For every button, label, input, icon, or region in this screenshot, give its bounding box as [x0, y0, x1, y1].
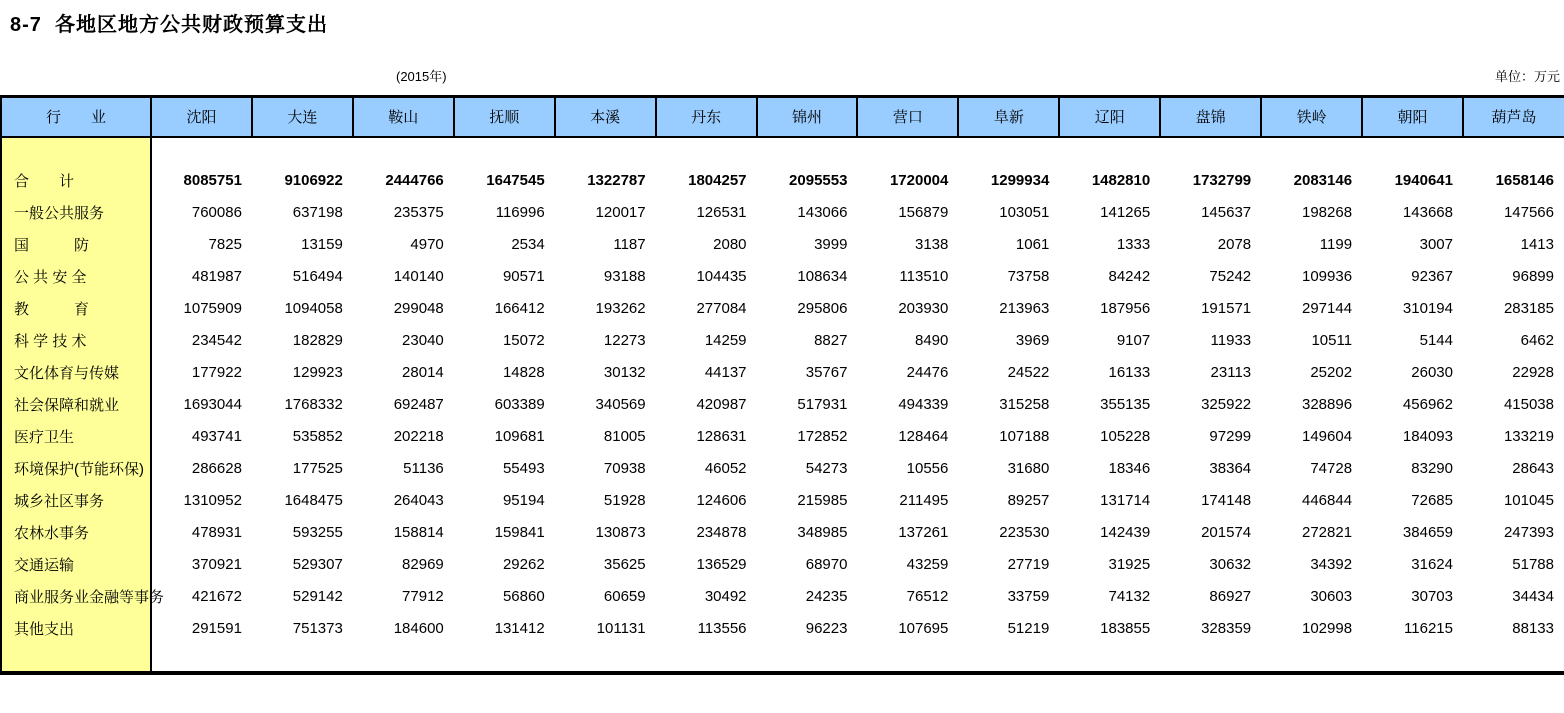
spacer-cell — [151, 645, 1564, 673]
row-label: 文化体育与传媒 — [1, 357, 151, 389]
table-row — [1, 517, 1564, 549]
cell-value: 328359 — [1201, 620, 1252, 637]
table-row — [1, 357, 1564, 389]
page-title: 8-7 各地区地方公共财政预算支出 — [10, 14, 329, 36]
row-label-spacer — [1, 137, 151, 165]
cell-value: 299048 — [393, 300, 444, 317]
cell-value: 107188 — [999, 428, 1050, 445]
cell-value: 101045 — [1503, 492, 1554, 509]
cell-value: 131714 — [1100, 492, 1151, 509]
cell-value: 51136 — [403, 460, 444, 477]
cell-value: 1804257 — [688, 172, 747, 189]
cell-value: 2095553 — [789, 172, 848, 189]
cell-value: 184093 — [1402, 428, 1453, 445]
cell-value: 56860 — [502, 588, 545, 605]
cell-value: 145637 — [1201, 204, 1252, 221]
row-label: 合 计 — [1, 165, 151, 197]
cell-value: 421672 — [191, 588, 242, 605]
column-header-city: 营口 — [857, 97, 958, 137]
cell-value: 1299934 — [990, 172, 1050, 189]
cell-value: 9107 — [1116, 332, 1151, 349]
cell-value: 1333 — [1116, 236, 1151, 253]
cell-value: 1647545 — [486, 172, 545, 189]
cell-value: 51219 — [1007, 620, 1050, 637]
cell-value: 74728 — [1310, 460, 1353, 477]
cell-value: 158814 — [393, 524, 444, 541]
table-row — [1, 581, 1564, 613]
cell-value: 90571 — [502, 268, 545, 285]
cell-value: 1658146 — [1495, 172, 1554, 189]
cell-value: 481987 — [191, 268, 242, 285]
cell-value: 116996 — [495, 204, 545, 221]
cell-value: 96899 — [1512, 268, 1554, 285]
cell-value: 18346 — [1108, 460, 1151, 477]
cell-value: 340569 — [595, 396, 646, 413]
cell-value: 128631 — [696, 428, 747, 445]
cell-value: 355135 — [1100, 396, 1151, 413]
cell-value: 77912 — [402, 588, 444, 605]
cell-value: 223530 — [999, 524, 1050, 541]
row-label: 农林水事务 — [1, 517, 151, 549]
cell-value: 34434 — [1512, 588, 1554, 605]
cell-value: 13159 — [301, 236, 343, 253]
cell-value: 174148 — [1201, 492, 1252, 509]
cell-value: 184600 — [393, 620, 444, 637]
cell-value: 133219 — [1503, 428, 1554, 445]
cell-value: 30603 — [1310, 588, 1353, 605]
cell-value: 272821 — [1302, 524, 1353, 541]
cell-value: 193262 — [595, 300, 646, 317]
column-header-city: 阜新 — [958, 97, 1059, 137]
cell-value: 93188 — [603, 268, 646, 285]
table-row — [1, 165, 1564, 197]
cell-value: 24522 — [1007, 364, 1050, 381]
cell-value: 142439 — [1100, 524, 1151, 541]
column-header-city: 鞍山 — [353, 97, 454, 137]
cell-value: 203930 — [898, 300, 949, 317]
cell-value: 516494 — [292, 268, 343, 285]
column-header-city: 辽阳 — [1059, 97, 1160, 137]
cell-value: 8085751 — [183, 172, 242, 189]
cell-value: 191571 — [1201, 300, 1252, 317]
cell-value: 3007 — [1419, 236, 1453, 253]
cell-value: 29262 — [502, 556, 545, 573]
table-row — [1, 421, 1564, 453]
cell-value: 286628 — [191, 460, 242, 477]
cell-value: 446844 — [1302, 492, 1353, 509]
cell-value: 1187 — [613, 236, 646, 253]
cell-value: 89257 — [1007, 492, 1050, 509]
cell-value: 25202 — [1310, 364, 1353, 381]
cell-value: 137261 — [898, 524, 949, 541]
cell-value: 297144 — [1302, 300, 1353, 317]
cell-value: 2080 — [713, 236, 747, 253]
cell-value: 760086 — [191, 204, 242, 221]
cell-value: 143668 — [1402, 204, 1453, 221]
row-label: 其他支出 — [1, 613, 151, 645]
row-label: 交通运输 — [1, 549, 151, 581]
cell-value: 84242 — [1108, 268, 1151, 285]
cell-value: 131412 — [494, 620, 545, 637]
cell-value: 11933 — [1210, 332, 1252, 349]
column-header-city: 沈阳 — [151, 97, 252, 137]
corner-header-industry: 行 业 — [1, 97, 151, 137]
cell-value: 2083146 — [1293, 172, 1353, 189]
cell-value: 7825 — [208, 236, 242, 253]
cell-value: 113556 — [697, 620, 747, 637]
cell-value: 95194 — [502, 492, 545, 509]
cell-value: 130873 — [595, 524, 646, 541]
cell-value: 24476 — [906, 364, 949, 381]
cell-value: 3138 — [915, 236, 949, 253]
cell-value: 1094058 — [284, 300, 343, 317]
cell-value: 211495 — [899, 492, 949, 509]
cell-value: 325922 — [1201, 396, 1252, 413]
cell-value: 370921 — [191, 556, 242, 573]
cell-value: 76512 — [906, 588, 949, 605]
cell-value: 198268 — [1302, 204, 1353, 221]
table-row — [1, 293, 1564, 325]
cell-value: 478931 — [191, 524, 242, 541]
cell-value: 54273 — [805, 460, 848, 477]
spacer-row — [1, 137, 1564, 165]
row-label: 环境保护(节能环保) — [1, 453, 151, 485]
cell-value: 33759 — [1007, 588, 1050, 605]
cell-value: 529142 — [292, 588, 343, 605]
cell-value: 44137 — [704, 364, 747, 381]
cell-value: 75242 — [1209, 268, 1252, 285]
row-label: 商业服务业金融等事务 — [1, 581, 151, 613]
cell-value: 1768332 — [284, 396, 343, 413]
row-label: 一般公共服务 — [1, 197, 151, 229]
cell-value: 10556 — [906, 460, 949, 477]
cell-value: 83290 — [1411, 460, 1453, 477]
cell-value: 348985 — [797, 524, 848, 541]
cell-value: 30703 — [1411, 588, 1453, 605]
header-row — [1, 97, 1564, 137]
cell-value: 384659 — [1402, 524, 1453, 541]
cell-value: 96223 — [805, 620, 848, 637]
cell-value: 107695 — [898, 620, 949, 637]
cell-value: 9106922 — [284, 172, 343, 189]
cell-value: 215985 — [797, 492, 848, 509]
cell-value: 183855 — [1100, 620, 1151, 637]
cell-value: 126531 — [696, 204, 747, 221]
cell-value: 1648475 — [284, 492, 343, 509]
cell-value: 1720004 — [889, 172, 949, 189]
cell-value: 103051 — [999, 204, 1050, 221]
table-row — [1, 229, 1564, 261]
cell-value: 172852 — [797, 428, 848, 445]
cell-value: 1413 — [1520, 236, 1554, 253]
cell-value: 12273 — [603, 332, 646, 349]
cell-value: 27719 — [1007, 556, 1050, 573]
row-label: 国 防 — [1, 229, 151, 261]
cell-value: 1940641 — [1394, 172, 1453, 189]
cell-value: 143066 — [797, 204, 848, 221]
cell-value: 1693044 — [183, 396, 242, 413]
cell-value: 68970 — [805, 556, 848, 573]
cell-value: 102998 — [1302, 620, 1353, 637]
row-label: 社会保障和就业 — [1, 389, 151, 421]
cell-value: 38364 — [1209, 460, 1252, 477]
cell-value: 104435 — [696, 268, 747, 285]
cell-value: 24235 — [805, 588, 848, 605]
table-row — [1, 261, 1564, 293]
cell-value: 14259 — [704, 332, 747, 349]
cell-value: 493741 — [191, 428, 242, 445]
cell-value: 2534 — [511, 236, 545, 253]
cell-value: 8490 — [915, 332, 949, 349]
cell-value: 201574 — [1201, 524, 1252, 541]
cell-value: 16133 — [1108, 364, 1151, 381]
cell-value: 529307 — [292, 556, 343, 573]
cell-value: 159841 — [494, 524, 545, 541]
cell-value: 120017 — [595, 204, 646, 221]
cell-value: 1199 — [1319, 236, 1353, 253]
table-row — [1, 549, 1564, 581]
cell-value: 1732799 — [1192, 172, 1252, 189]
cell-value: 116215 — [1404, 620, 1453, 637]
row-label: 教 育 — [1, 293, 151, 325]
spacer-row — [1, 645, 1564, 673]
cell-value: 235375 — [393, 204, 444, 221]
cell-value: 46052 — [704, 460, 747, 477]
cell-value: 113510 — [899, 268, 949, 285]
cell-value: 277084 — [696, 300, 747, 317]
cell-value: 22928 — [1512, 364, 1554, 381]
cell-value: 187956 — [1100, 300, 1151, 317]
cell-value: 1310952 — [183, 492, 242, 509]
row-label: 城乡社区事务 — [1, 485, 151, 517]
cell-value: 129923 — [292, 364, 343, 381]
cell-value: 92367 — [1411, 268, 1453, 285]
cell-value: 108634 — [797, 268, 848, 285]
cell-value: 751373 — [292, 620, 343, 637]
cell-value: 456962 — [1402, 396, 1453, 413]
cell-value: 97299 — [1209, 428, 1252, 445]
cell-value: 140140 — [393, 268, 444, 285]
cell-value: 177922 — [191, 364, 242, 381]
table-header — [1, 97, 1564, 137]
cell-value: 30492 — [704, 588, 747, 605]
table-row — [1, 389, 1564, 421]
cell-value: 517931 — [797, 396, 848, 413]
row-label: 科 学 技 术 — [1, 325, 151, 357]
cell-value: 234878 — [696, 524, 747, 541]
cell-value: 70938 — [603, 460, 646, 477]
cell-value: 31680 — [1007, 460, 1050, 477]
cell-value: 328896 — [1302, 396, 1353, 413]
unit-label: 单位：万元 — [1494, 69, 1560, 84]
cell-value: 420987 — [696, 396, 747, 413]
cell-value: 2078 — [1217, 236, 1252, 253]
column-header-city: 本溪 — [555, 97, 656, 137]
spacer-cell — [151, 137, 1564, 165]
cell-value: 283185 — [1503, 300, 1554, 317]
cell-value: 593255 — [292, 524, 343, 541]
cell-value: 136529 — [696, 556, 747, 573]
cell-value: 88133 — [1512, 620, 1554, 637]
cell-value: 1482810 — [1091, 172, 1151, 189]
cell-value: 5144 — [1419, 332, 1453, 349]
cell-value: 15072 — [502, 332, 545, 349]
cell-value: 182829 — [292, 332, 343, 349]
cell-value: 105228 — [1100, 428, 1151, 445]
cell-value: 291591 — [191, 620, 242, 637]
column-header-city: 葫芦岛 — [1463, 97, 1564, 137]
cell-value: 1322787 — [587, 172, 646, 189]
cell-value: 28643 — [1512, 460, 1554, 477]
cell-value: 30632 — [1209, 556, 1252, 573]
cell-value: 1075909 — [183, 300, 242, 317]
row-label: 公 共 安 全 — [1, 261, 151, 293]
cell-value: 603389 — [494, 396, 545, 413]
cell-value: 74132 — [1108, 588, 1151, 605]
table-year-subtitle: (2015年) — [396, 69, 447, 84]
column-header-city: 朝阳 — [1362, 97, 1463, 137]
table-row — [1, 197, 1564, 229]
cell-value: 26030 — [1411, 364, 1453, 381]
cell-value: 149604 — [1302, 428, 1353, 445]
cell-value: 3999 — [814, 236, 848, 253]
cell-value: 692487 — [393, 396, 444, 413]
cell-value: 8827 — [814, 332, 848, 349]
cell-value: 247393 — [1503, 524, 1554, 541]
cell-value: 81005 — [603, 428, 646, 445]
cell-value: 213963 — [999, 300, 1050, 317]
cell-value: 60659 — [603, 588, 646, 605]
row-label: 医疗卫生 — [1, 421, 151, 453]
cell-value: 86927 — [1209, 588, 1252, 605]
cell-value: 109681 — [494, 428, 545, 445]
cell-value: 315258 — [999, 396, 1050, 413]
cell-value: 310194 — [1402, 300, 1453, 317]
cell-value: 31624 — [1411, 556, 1453, 573]
budget-expenditure-table — [0, 95, 1564, 675]
cell-value: 637198 — [292, 204, 343, 221]
column-header-city: 丹东 — [656, 97, 757, 137]
cell-value: 264043 — [393, 492, 444, 509]
cell-value: 156879 — [898, 204, 949, 221]
cell-value: 51928 — [603, 492, 646, 509]
table-row — [1, 613, 1564, 645]
cell-value: 415038 — [1503, 396, 1554, 413]
cell-value: 128464 — [898, 428, 949, 445]
row-label-spacer — [1, 645, 151, 673]
cell-value: 28014 — [402, 364, 444, 381]
cell-value: 35767 — [805, 364, 848, 381]
cell-value: 73758 — [1007, 268, 1050, 285]
cell-value: 31925 — [1108, 556, 1151, 573]
column-header-city: 盘锦 — [1160, 97, 1261, 137]
cell-value: 10511 — [1311, 332, 1353, 349]
column-header-city: 大连 — [252, 97, 353, 137]
cell-value: 177525 — [292, 460, 343, 477]
table-body — [1, 137, 1564, 673]
cell-value: 55493 — [502, 460, 545, 477]
column-header-city: 锦州 — [757, 97, 858, 137]
cell-value: 34392 — [1310, 556, 1353, 573]
cell-value: 202218 — [393, 428, 444, 445]
cell-value: 124606 — [696, 492, 747, 509]
cell-value: 43259 — [906, 556, 949, 573]
cell-value: 109936 — [1302, 268, 1353, 285]
cell-value: 51788 — [1512, 556, 1554, 573]
table-row — [1, 453, 1564, 485]
cell-value: 14828 — [502, 364, 545, 381]
table-row — [1, 485, 1564, 517]
cell-value: 535852 — [292, 428, 343, 445]
cell-value: 234542 — [191, 332, 242, 349]
cell-value: 1061 — [1015, 236, 1050, 253]
cell-value: 23040 — [402, 332, 444, 349]
column-header-city: 铁岭 — [1261, 97, 1362, 137]
cell-value: 6462 — [1520, 332, 1554, 349]
cell-value: 23113 — [1210, 364, 1252, 381]
cell-value: 30132 — [603, 364, 646, 381]
cell-value: 72685 — [1411, 492, 1453, 509]
cell-value: 101131 — [596, 620, 646, 637]
cell-value: 295806 — [797, 300, 848, 317]
cell-value: 4970 — [410, 236, 444, 253]
column-header-city: 抚顺 — [454, 97, 555, 137]
cell-value: 494339 — [898, 396, 949, 413]
cell-value: 35625 — [603, 556, 646, 573]
cell-value: 2444766 — [385, 172, 444, 189]
cell-value: 82969 — [402, 556, 444, 573]
cell-value: 166412 — [494, 300, 545, 317]
table-row — [1, 325, 1564, 357]
cell-value: 147566 — [1503, 204, 1554, 221]
cell-value: 141265 — [1100, 204, 1151, 221]
cell-value: 3969 — [1015, 332, 1050, 349]
